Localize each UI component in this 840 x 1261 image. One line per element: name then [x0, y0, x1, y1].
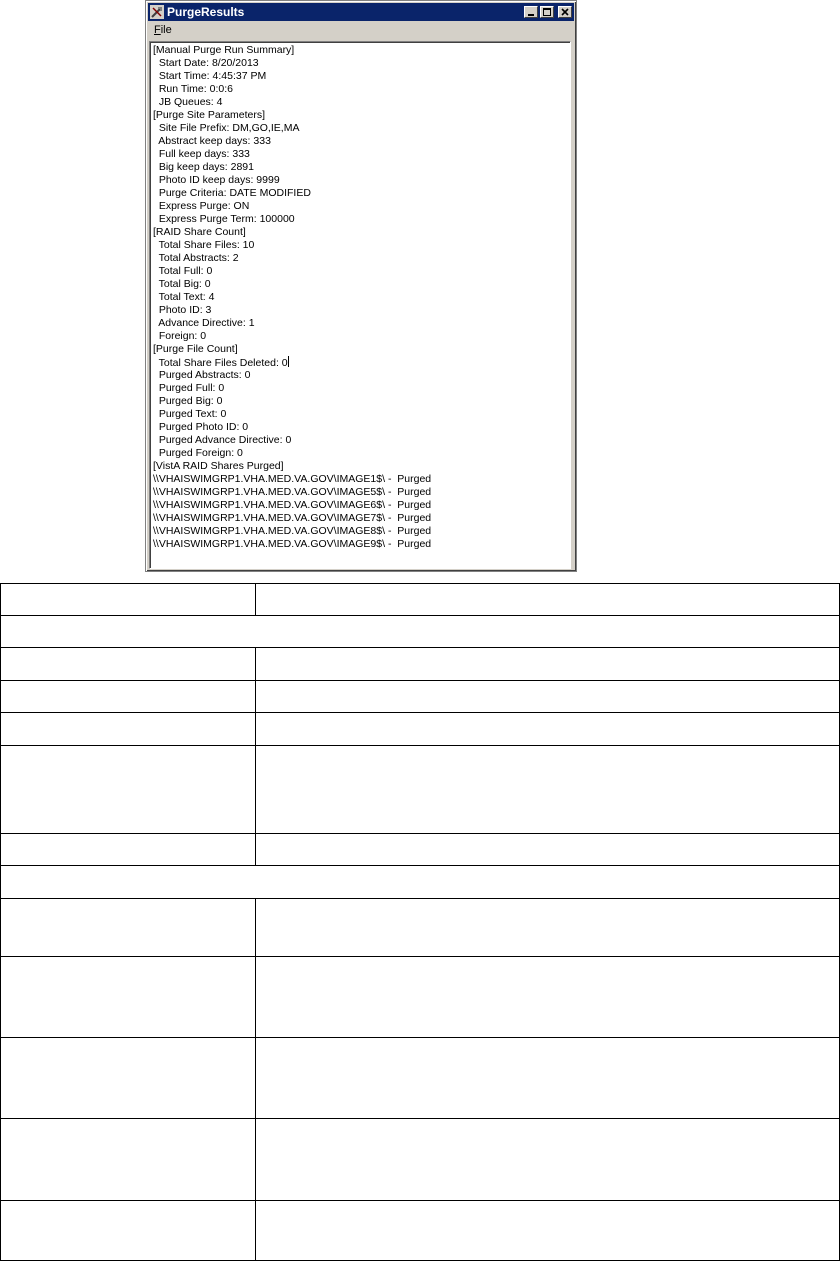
- output-line: Express Purge Term: 100000: [153, 213, 295, 225]
- output-line: Purged Advance Directive: 0: [153, 434, 292, 446]
- text-caret: [288, 356, 289, 367]
- table-row: [1, 899, 840, 957]
- maximize-button[interactable]: [540, 6, 554, 18]
- output-line: Total Abstracts: 2: [153, 252, 239, 264]
- output-line: [Manual Purge Run Summary]: [153, 44, 295, 56]
- table-cell: [256, 681, 840, 713]
- table-row: [1, 866, 840, 899]
- purge-output-text-area[interactable]: [149, 41, 571, 569]
- table-row: [1, 616, 840, 648]
- output-line: [RAID Share Count]: [153, 226, 246, 238]
- table-row: [1, 746, 840, 834]
- app-tools-icon: [150, 5, 164, 19]
- table-cell: [256, 899, 840, 957]
- title-bar[interactable]: [148, 3, 574, 21]
- output-line: \\VHAISWIMGRP1.VHA.MED.VA.GOV\IMAGE7$\ - Purged: [153, 512, 432, 524]
- output-line: Full keep days: 333: [153, 148, 250, 160]
- table-cell: [1, 584, 256, 616]
- table-section-cell: [1, 866, 840, 899]
- table-cell: [1, 713, 256, 746]
- table-cell: [256, 746, 840, 834]
- output-line: Big keep days: 2891: [153, 161, 254, 173]
- output-line: Total Share Files: 10: [153, 239, 255, 251]
- table-cell: [1, 899, 256, 957]
- table-row: [1, 1119, 840, 1201]
- file-menu[interactable]: [148, 24, 178, 36]
- output-line: \\VHAISWIMGRP1.VHA.MED.VA.GOV\IMAGE8$\ - Purged: [153, 525, 432, 537]
- table-row: [1, 957, 840, 1038]
- table-row: [1, 834, 840, 866]
- table-cell: [1, 1201, 256, 1261]
- output-line: Photo ID: 3: [153, 304, 212, 316]
- output-line: \\VHAISWIMGRP1.VHA.MED.VA.GOV\IMAGE1$\ - Purged: [153, 473, 432, 485]
- menu-bar: [148, 21, 574, 39]
- table-cell: [1, 648, 256, 681]
- output-line: Start Time: 4:45:37 PM: [153, 70, 267, 82]
- table-cell: [256, 713, 840, 746]
- purge-results-window: [145, 0, 577, 572]
- output-line: Abstract keep days: 333: [153, 135, 271, 147]
- output-line: Express Purge: ON: [153, 200, 250, 212]
- output-line: Site File Prefix: DM,GO,IE,MA: [153, 122, 300, 134]
- description-table: [0, 583, 840, 1261]
- output-line: \\VHAISWIMGRP1.VHA.MED.VA.GOV\IMAGE5$\ - Purged: [153, 486, 432, 498]
- output-line: Run Time: 0:0:6: [153, 83, 233, 95]
- output-line: Purged Big: 0: [153, 395, 223, 407]
- output-line: Total Share Files Deleted: 0: [153, 357, 288, 369]
- output-line: Purged Text: 0: [153, 408, 227, 420]
- table-row: [1, 681, 840, 713]
- output-line: Total Big: 0: [153, 278, 211, 290]
- table-cell: [256, 1038, 840, 1119]
- output-line: Total Text: 4: [153, 291, 215, 303]
- output-line: [Purge Site Parameters]: [153, 109, 266, 121]
- output-line: Purge Criteria: DATE MODIFIED: [153, 187, 311, 199]
- table-row: [1, 713, 840, 746]
- output-line: Purged Full: 0: [153, 382, 225, 394]
- table-cell: [256, 648, 840, 681]
- file-menu-label: ile: [160, 24, 172, 36]
- table-cell: [256, 957, 840, 1038]
- output-line: [VistA RAID Shares Purged]: [153, 460, 284, 472]
- table-cell: [1, 1038, 256, 1119]
- output-line: [Purge File Count]: [153, 343, 238, 355]
- table-row: [1, 1038, 840, 1119]
- table-cell: [256, 584, 840, 616]
- output-line: Photo ID keep days: 9999: [153, 174, 280, 186]
- table-row: [1, 1201, 840, 1261]
- table-cell: [1, 834, 256, 866]
- output-line: Total Full: 0: [153, 265, 213, 277]
- table-cell: [1, 1119, 256, 1201]
- output-line: JB Queues: 4: [153, 96, 223, 108]
- close-button[interactable]: [558, 6, 572, 18]
- table-row: [1, 648, 840, 681]
- table-cell: [1, 957, 256, 1038]
- output-line: Purged Photo ID: 0: [153, 421, 249, 433]
- output-line: Purged Abstracts: 0: [153, 369, 251, 381]
- table-cell: [256, 1201, 840, 1261]
- output-line: \\VHAISWIMGRP1.VHA.MED.VA.GOV\IMAGE9$\ - Purged: [153, 538, 432, 550]
- table-cell: [256, 834, 840, 866]
- output-line: \\VHAISWIMGRP1.VHA.MED.VA.GOV\IMAGE6$\ - Purged: [153, 499, 432, 511]
- table-cell: [256, 1119, 840, 1201]
- file-menu-mnemonic: F: [154, 24, 161, 36]
- output-line: Advance Directive: 1: [153, 317, 255, 329]
- table-cell: [1, 746, 256, 834]
- table-section-cell: [1, 616, 840, 648]
- table-row: [1, 584, 840, 616]
- output-line: Purged Foreign: 0: [153, 447, 243, 459]
- output-line: Start Date: 8/20/2013: [153, 57, 259, 69]
- minimize-button[interactable]: [524, 6, 538, 18]
- table-cell: [1, 681, 256, 713]
- output-line: Foreign: 0: [153, 330, 207, 342]
- window-title: PurgeResults: [167, 5, 245, 19]
